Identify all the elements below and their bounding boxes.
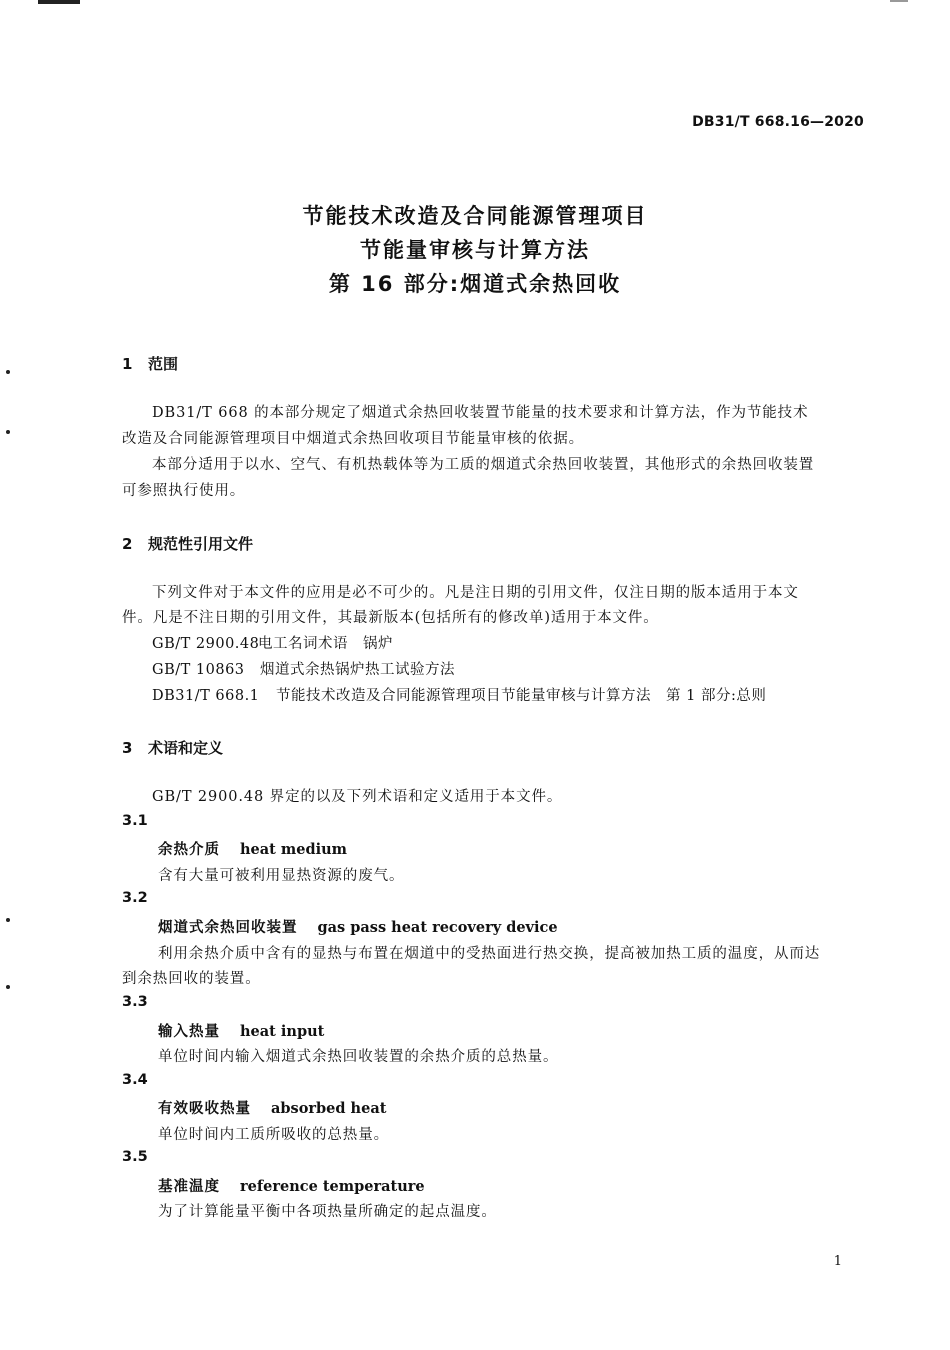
document-title-line3: 第 16 部分:烟道式余热回收: [328, 272, 622, 296]
reference-code: GB/T 10863: [152, 662, 245, 678]
clause-number: 3.4: [122, 1072, 148, 1088]
clause-number: 3.1: [122, 813, 148, 829]
normative-reference: [152, 658, 455, 679]
clause-number: 3.5: [122, 1149, 148, 1165]
scan-artifact-top-bar: [38, 0, 80, 4]
section-number: 2: [122, 535, 133, 553]
document-title-line2: 节能量审核与计算方法: [360, 238, 590, 262]
reference-code: GB/T 2900.48: [152, 636, 260, 652]
term-en: heat medium: [240, 841, 348, 858]
normative-reference: [152, 684, 766, 705]
term-definition: 利用余热介质中含有的显热与布置在烟道中的受热面进行热交换，提高被加热工质的温度，从而达: [158, 946, 821, 962]
paragraph-line: GB/T 2900.48 界定的以及下列术语和定义适用于本文件。: [152, 789, 563, 805]
term-entry: [158, 1020, 324, 1041]
reference-title: 烟道式余热锅炉热工试验方法: [260, 662, 455, 678]
term-zh: 输入热量: [158, 1024, 220, 1040]
clause-number: 3.2: [122, 890, 148, 906]
paragraph-line: 改造及合同能源管理项目中烟道式余热回收项目节能量审核的依据。: [122, 431, 584, 447]
term-definition: 单位时间内输入烟道式余热回收装置的余热介质的总热量。: [158, 1049, 559, 1065]
page-number: 1: [833, 1254, 842, 1269]
term-en: absorbed heat: [271, 1100, 387, 1117]
section-heading-1: [122, 353, 178, 374]
term-entry: [158, 1097, 386, 1118]
term-zh: 余热介质: [158, 842, 220, 858]
term-definition: 含有大量可被利用显热资源的废气。: [158, 868, 405, 884]
section-number: 1: [122, 355, 133, 373]
reference-code: DB31/T 668.1: [152, 688, 260, 704]
term-en: gas pass heat recovery device: [317, 919, 558, 936]
normative-reference: [152, 632, 393, 653]
paragraph-line: 件。凡是不注日期的引用文件，其最新版本(包括所有的修改单)适用于本文件。: [122, 610, 659, 626]
paragraph-line: 可参照执行使用。: [122, 483, 246, 499]
scan-dot: [6, 918, 10, 922]
scan-artifact-top-right: [890, 0, 908, 2]
section-heading-2: [122, 533, 253, 554]
term-zh: 有效吸收热量: [158, 1101, 251, 1117]
document-title-line1: 节能技术改造及合同能源管理项目: [302, 204, 648, 228]
section-heading-3: [122, 737, 223, 758]
section-number: 3: [122, 739, 133, 757]
document-code: DB31/T 668.16—2020: [692, 114, 864, 130]
paragraph-line: DB31/T 668 的本部分规定了烟道式余热回收装置节能量的技术要求和计算方法，作为节能技术: [152, 405, 809, 421]
term-en: heat input: [240, 1023, 325, 1040]
term-entry: [158, 1175, 425, 1196]
paragraph-line: 本部分适用于以水、空气、有机热载体等为工质的烟道式余热回收装置，其他形式的余热回收装置: [152, 457, 815, 473]
section-title: 范围: [148, 355, 179, 373]
term-entry: [158, 838, 347, 859]
scan-dot: [6, 370, 10, 374]
term-zh: 基准温度: [158, 1179, 220, 1195]
section-title: 术语和定义: [148, 739, 224, 757]
section-title: 规范性引用文件: [148, 535, 254, 553]
term-definition: 单位时间内工质所吸收的总热量。: [158, 1127, 389, 1143]
term-entry: [158, 916, 558, 937]
term-zh: 烟道式余热回收装置: [158, 920, 298, 936]
reference-title: 节能技术改造及合同能源管理项目节能量审核与计算方法 第 1 部分:总则: [276, 688, 767, 704]
term-definition: 到余热回收的装置。: [122, 971, 261, 987]
paragraph-line: 下列文件对于本文件的应用是必不可少的。凡是注日期的引用文件，仅注日期的版本适用于本文: [152, 585, 799, 601]
term-en: reference temperature: [240, 1178, 425, 1195]
scan-dot: [6, 430, 10, 434]
reference-title: 电工名词术语 锅炉: [258, 636, 393, 652]
term-definition: 为了计算能量平衡中各项热量所确定的起点温度。: [158, 1204, 497, 1220]
clause-number: 3.3: [122, 994, 148, 1010]
scan-dot: [6, 985, 10, 989]
